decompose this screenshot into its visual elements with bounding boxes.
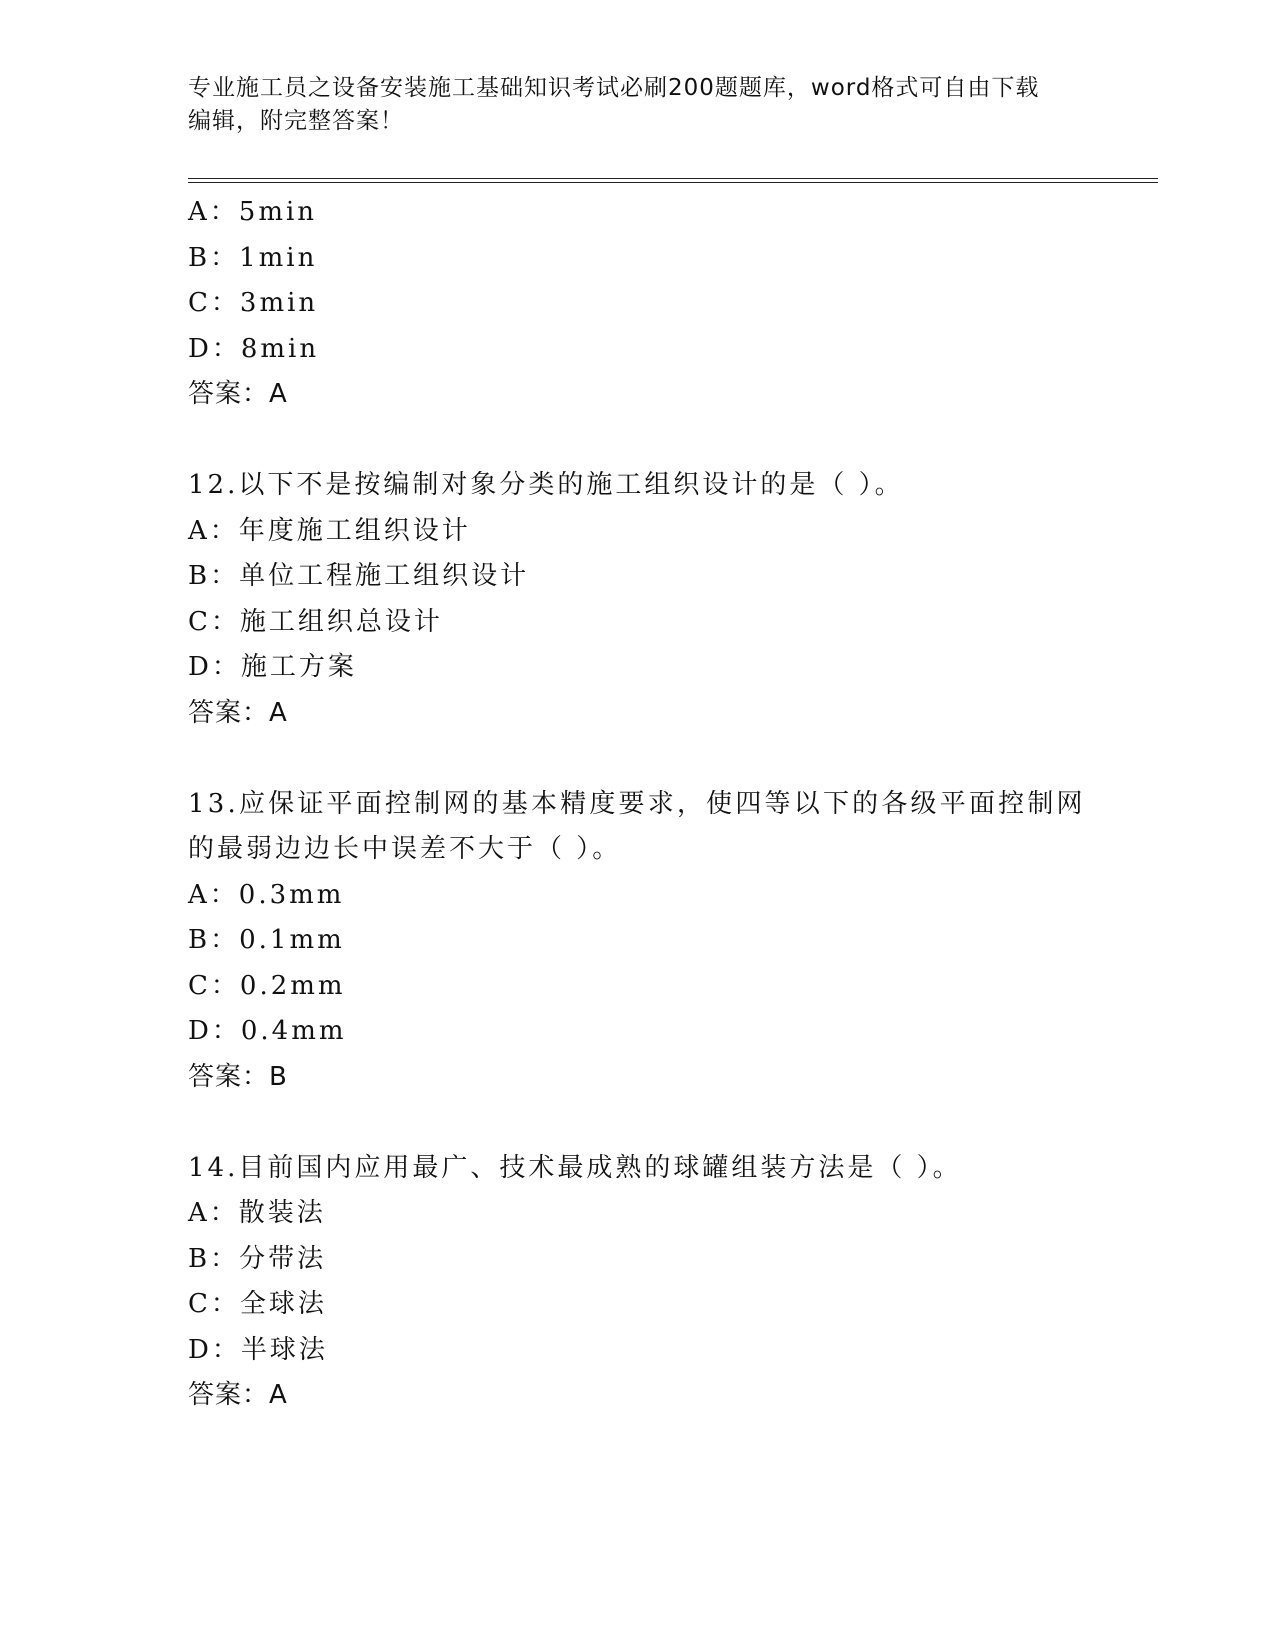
option-b <box>188 918 1088 964</box>
option-key: A： <box>188 197 239 227</box>
question-text-line1: 13.应保证平面控制网的基本精度要求，使四等以下的各级平面控制网 <box>188 788 1086 819</box>
option-d <box>188 645 1088 691</box>
option-b <box>188 236 1088 282</box>
option-text: 0.2mm <box>239 970 346 1001</box>
document-header <box>188 72 1068 138</box>
header-divider-top <box>188 178 1158 179</box>
question-text: 12.以下不是按编制对象分类的施工组织设计的是（ ）。 <box>188 470 904 500</box>
option-text: 8min <box>240 333 320 364</box>
option-key: B： <box>188 925 240 955</box>
answer-value: A <box>269 697 288 728</box>
spacer <box>188 418 1088 464</box>
option-key: A： <box>188 1198 239 1228</box>
option-key: A： <box>188 515 239 546</box>
header-title-line1: 专业施工员之设备安装施工基础知识考试必刷200题题库，word格式可自由下载 <box>188 75 1040 101</box>
option-c <box>188 600 1088 646</box>
answer-value: B <box>269 1061 288 1092</box>
option-key: C： <box>188 970 240 1001</box>
option-key: C： <box>188 1289 240 1319</box>
option-text: 1min <box>239 242 318 273</box>
option-text: 半球法 <box>240 1334 328 1365</box>
option-c <box>188 281 1088 327</box>
answer-label: 答案： <box>188 379 270 409</box>
option-text: 年度施工组织设计 <box>238 515 471 546</box>
option-text: 全球法 <box>239 1289 327 1319</box>
option-text: 单位工程施工组织设计 <box>239 561 530 591</box>
option-text: 散装法 <box>238 1198 326 1228</box>
option-a <box>188 509 1088 555</box>
option-c <box>188 1282 1088 1328</box>
answer-label: 答案： <box>188 1380 270 1410</box>
answer-value: A <box>269 379 288 409</box>
option-c <box>188 964 1088 1010</box>
option-text: 5min <box>238 197 318 227</box>
answer-label: 答案： <box>188 697 270 728</box>
question-text-line2: 的最弱边边长中误差不大于（ ）。 <box>188 834 622 864</box>
question-list <box>188 190 1088 1419</box>
option-a <box>188 873 1088 919</box>
option-key: D： <box>188 652 241 682</box>
question-12-block <box>188 463 1088 736</box>
option-key: B： <box>188 561 240 591</box>
option-key: D： <box>188 1016 241 1046</box>
answer-line <box>188 1055 1088 1101</box>
option-text: 3min <box>239 288 319 318</box>
answer-label: 答案： <box>188 1061 270 1092</box>
spacer <box>188 1100 1088 1146</box>
option-key: A： <box>188 879 239 910</box>
question-14-block <box>188 1146 1088 1419</box>
option-d <box>188 1328 1088 1374</box>
option-a <box>188 190 1088 236</box>
answer-value: A <box>269 1380 288 1410</box>
header-divider-bottom <box>188 182 1158 183</box>
option-d <box>188 327 1088 373</box>
spacer <box>188 736 1088 782</box>
option-key: D： <box>188 1334 241 1365</box>
option-key: D： <box>188 333 241 364</box>
header-title-line2: 编辑，附完整答案！ <box>188 108 404 134</box>
answer-line <box>188 1373 1088 1419</box>
option-a <box>188 1191 1088 1237</box>
question-13-block <box>188 782 1088 1101</box>
option-text: 分带法 <box>239 1243 327 1274</box>
answer-line <box>188 691 1088 737</box>
question-text: 14.目前国内应用最广、技术最成熟的球罐组装方法是（ ）。 <box>188 1152 962 1183</box>
option-b <box>188 1237 1088 1283</box>
option-text: 0.3mm <box>238 879 345 910</box>
option-text: 0.1mm <box>239 925 345 955</box>
question-11-block <box>188 190 1088 418</box>
option-text: 施工方案 <box>240 652 357 682</box>
option-key: B： <box>188 242 240 273</box>
option-key: C： <box>188 288 240 318</box>
answer-line <box>188 372 1088 418</box>
option-text: 施工组织总设计 <box>239 606 443 637</box>
option-text: 0.4mm <box>240 1016 347 1046</box>
option-key: B： <box>188 1243 240 1274</box>
option-b <box>188 554 1088 600</box>
option-key: C： <box>188 606 240 637</box>
option-d <box>188 1009 1088 1055</box>
